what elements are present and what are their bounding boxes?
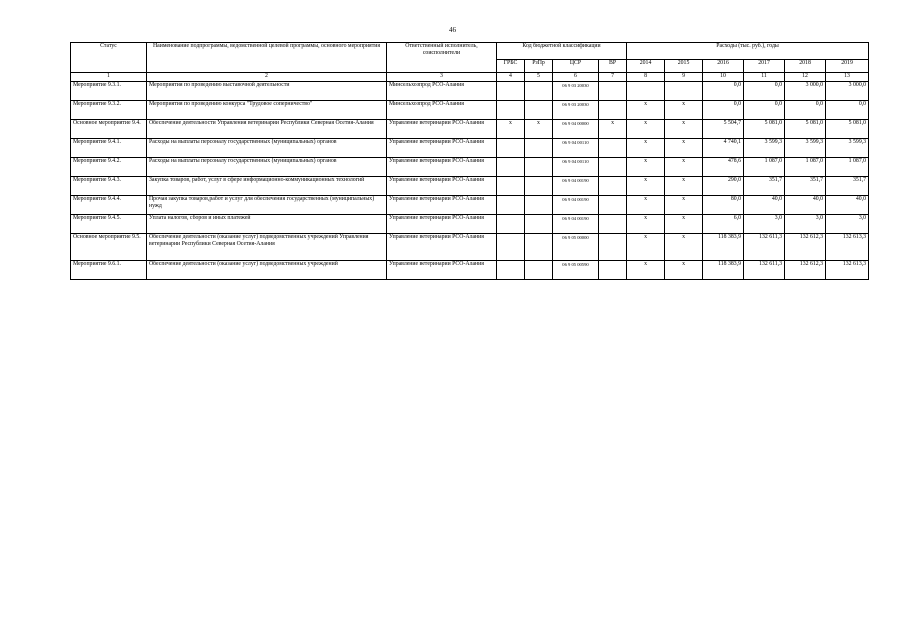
row-name: Расходы на выплаты персоналу государственных (муниципальных) органов xyxy=(147,158,387,177)
row-value-2014 xyxy=(627,82,665,101)
table-row xyxy=(71,120,869,139)
row-name: Закупка товаров, работ, услуг в сфере информационно-коммуникационных технологий xyxy=(147,177,387,196)
header-responsible: Ответственный исполнитель, соисполнители xyxy=(387,43,497,73)
row-status: Основное мероприятие 9.5. xyxy=(71,234,147,261)
row-value-2015: x xyxy=(665,177,703,196)
table-row xyxy=(71,139,869,158)
row-value-2019: 5 081,0 xyxy=(826,120,869,139)
row-csr: 06 9 04 00190 xyxy=(553,177,599,196)
row-value-2017: 1 087,0 xyxy=(744,158,785,177)
row-responsible: Управление ветеринарии РСО-Алания xyxy=(387,158,497,177)
row-value-2015: x xyxy=(665,101,703,120)
row-rzpr xyxy=(525,234,553,261)
row-csr: 06 9 03 20030 xyxy=(553,82,599,101)
row-responsible: Минсельхозпрод РСО-Алания xyxy=(387,82,497,101)
row-vr xyxy=(599,261,627,280)
row-grbs xyxy=(497,234,525,261)
row-status: Мероприятие 9.4.1. xyxy=(71,139,147,158)
row-responsible: Управление ветеринарии РСО-Алания xyxy=(387,234,497,261)
row-value-2014: x xyxy=(627,215,665,234)
row-value-2016: 478,6 xyxy=(703,158,744,177)
row-name: Мероприятия по проведению выставочной деятельности xyxy=(147,82,387,101)
column-number: 3 xyxy=(387,73,497,82)
row-vr xyxy=(599,82,627,101)
row-name: Обеспечение деятельности (оказание услуг) подведомственных учреждений Управления ветеринарии Республики Северная Осетия-Алания xyxy=(147,234,387,261)
header-expenses: Расходы (тыс. руб.), годы xyxy=(627,43,869,60)
header-name: Наименование подпрограммы, ведомственной целевой программы, основного мероприятия xyxy=(147,43,387,73)
row-value-2019: 1 087,0 xyxy=(826,158,869,177)
column-number-row xyxy=(71,73,869,82)
row-name: Обеспечение деятельности Управления ветеринарии Республики Северная Осетия-Алания xyxy=(147,120,387,139)
column-number: 11 xyxy=(744,73,785,82)
row-value-2017: 0,0 xyxy=(744,101,785,120)
row-value-2018: 132 612,3 xyxy=(785,261,826,280)
table-body xyxy=(71,82,869,280)
row-rzpr xyxy=(525,158,553,177)
header-year: 2015 xyxy=(665,60,703,73)
row-rzpr xyxy=(525,139,553,158)
column-number: 7 xyxy=(599,73,627,82)
row-value-2016: 118 383,9 xyxy=(703,234,744,261)
row-value-2016: 118 383,9 xyxy=(703,261,744,280)
row-value-2018: 5 081,0 xyxy=(785,120,826,139)
row-value-2015: x xyxy=(665,120,703,139)
row-value-2015: x xyxy=(665,158,703,177)
row-value-2019: 132 613,3 xyxy=(826,234,869,261)
header-vr: ВР xyxy=(599,60,627,73)
header-year: 2018 xyxy=(785,60,826,73)
row-responsible: Управление ветеринарии РСО-Алания xyxy=(387,215,497,234)
row-value-2015: x xyxy=(665,215,703,234)
row-value-2016: 80,0 xyxy=(703,196,744,215)
row-vr xyxy=(599,234,627,261)
column-number: 2 xyxy=(147,73,387,82)
table-row xyxy=(71,261,869,280)
row-value-2016: 0,0 xyxy=(703,82,744,101)
row-grbs xyxy=(497,261,525,280)
table-row xyxy=(71,101,869,120)
row-vr xyxy=(599,177,627,196)
row-value-2015: x xyxy=(665,139,703,158)
header-year: 2017 xyxy=(744,60,785,73)
column-number: 9 xyxy=(665,73,703,82)
row-value-2014: x xyxy=(627,158,665,177)
header-year: 2019 xyxy=(826,60,869,73)
row-value-2014: x xyxy=(627,261,665,280)
column-number: 4 xyxy=(497,73,525,82)
row-name: Мероприятия по проведению конкурса "Трудовое соперничество" xyxy=(147,101,387,120)
row-value-2016: 6,0 xyxy=(703,215,744,234)
row-vr xyxy=(599,215,627,234)
row-value-2014: x xyxy=(627,101,665,120)
row-status: Мероприятие 9.4.5. xyxy=(71,215,147,234)
row-rzpr xyxy=(525,261,553,280)
table-row xyxy=(71,158,869,177)
row-status: Мероприятие 9.6.1. xyxy=(71,261,147,280)
row-status: Основное мероприятие 9.4. xyxy=(71,120,147,139)
page-number: 46 xyxy=(449,26,456,34)
row-value-2019: 3,0 xyxy=(826,215,869,234)
row-value-2017: 40,0 xyxy=(744,196,785,215)
row-value-2019: 0,0 xyxy=(826,101,869,120)
row-value-2018: 0,0 xyxy=(785,101,826,120)
row-value-2017: 132 611,3 xyxy=(744,234,785,261)
row-csr: 06 9 04 00110 xyxy=(553,158,599,177)
row-status: Мероприятие 9.3.1. xyxy=(71,82,147,101)
row-value-2017: 5 081,0 xyxy=(744,120,785,139)
header-status: Статус xyxy=(71,43,147,73)
row-rzpr xyxy=(525,177,553,196)
column-number: 12 xyxy=(785,73,826,82)
row-grbs xyxy=(497,177,525,196)
row-csr: 06 9 04 00190 xyxy=(553,215,599,234)
row-value-2017: 0,0 xyxy=(744,82,785,101)
row-responsible: Управление ветеринарии РСО-Алания xyxy=(387,139,497,158)
row-responsible: Управление ветеринарии РСО-Алания xyxy=(387,196,497,215)
row-value-2017: 351,7 xyxy=(744,177,785,196)
header-rzpr: РзПр xyxy=(525,60,553,73)
row-responsible: Минсельхозпрод РСО-Алания xyxy=(387,101,497,120)
row-csr: 06 9 04 00000 xyxy=(553,120,599,139)
row-status: Мероприятие 9.4.3. xyxy=(71,177,147,196)
row-rzpr xyxy=(525,82,553,101)
row-vr xyxy=(599,158,627,177)
row-grbs xyxy=(497,101,525,120)
row-grbs xyxy=(497,82,525,101)
row-value-2014: x xyxy=(627,196,665,215)
row-value-2019: 40,0 xyxy=(826,196,869,215)
column-number: 13 xyxy=(826,73,869,82)
row-value-2016: 4 740,1 xyxy=(703,139,744,158)
row-csr: 06 9 04 00190 xyxy=(553,196,599,215)
row-name: Прочая закупка товаров,работ и услуг для обеспечения государственных (муниципальных) нужд xyxy=(147,196,387,215)
row-responsible: Управление ветеринарии РСО-Алания xyxy=(387,120,497,139)
row-value-2014: x xyxy=(627,120,665,139)
row-value-2018: 3 599,3 xyxy=(785,139,826,158)
row-grbs xyxy=(497,196,525,215)
row-value-2018: 132 612,3 xyxy=(785,234,826,261)
row-value-2015 xyxy=(665,82,703,101)
row-value-2016: 5 504,7 xyxy=(703,120,744,139)
row-value-2017: 3,0 xyxy=(744,215,785,234)
column-number: 5 xyxy=(525,73,553,82)
column-number: 1 xyxy=(71,73,147,82)
header-year: 2016 xyxy=(703,60,744,73)
row-grbs xyxy=(497,215,525,234)
row-value-2018: 351,7 xyxy=(785,177,826,196)
row-status: Мероприятие 9.4.4. xyxy=(71,196,147,215)
row-value-2014: x xyxy=(627,139,665,158)
table-row xyxy=(71,234,869,261)
row-value-2015: x xyxy=(665,234,703,261)
row-responsible: Управление ветеринарии РСО-Алания xyxy=(387,177,497,196)
table-row xyxy=(71,82,869,101)
row-value-2019: 132 613,3 xyxy=(826,261,869,280)
row-value-2014: x xyxy=(627,177,665,196)
row-grbs: x xyxy=(497,120,525,139)
table-row xyxy=(71,196,869,215)
row-value-2016: 0,0 xyxy=(703,101,744,120)
column-number: 8 xyxy=(627,73,665,82)
row-grbs xyxy=(497,158,525,177)
row-value-2016: 290,0 xyxy=(703,177,744,196)
table-row xyxy=(71,177,869,196)
row-value-2018: 3,0 xyxy=(785,215,826,234)
row-value-2015: x xyxy=(665,261,703,280)
row-value-2018: 3 000,0 xyxy=(785,82,826,101)
row-vr: x xyxy=(599,120,627,139)
row-value-2019: 3 000,0 xyxy=(826,82,869,101)
header-year: 2014 xyxy=(627,60,665,73)
row-rzpr xyxy=(525,101,553,120)
column-number: 10 xyxy=(703,73,744,82)
header-csr: ЦСР xyxy=(553,60,599,73)
row-vr xyxy=(599,196,627,215)
row-status: Мероприятие 9.4.2. xyxy=(71,158,147,177)
row-grbs xyxy=(497,139,525,158)
row-responsible: Управление ветеринарии РСО-Алания xyxy=(387,261,497,280)
row-value-2017: 132 611,3 xyxy=(744,261,785,280)
row-value-2019: 351,7 xyxy=(826,177,869,196)
row-csr: 06 9 04 00110 xyxy=(553,139,599,158)
row-value-2014: x xyxy=(627,234,665,261)
row-name: Уплата налогов, сборов и иных платежей xyxy=(147,215,387,234)
row-value-2019: 3 599,3 xyxy=(826,139,869,158)
table-row xyxy=(71,215,869,234)
row-name: Расходы на выплаты персоналу государственных (муниципальных) органов xyxy=(147,139,387,158)
row-value-2018: 40,0 xyxy=(785,196,826,215)
column-number: 6 xyxy=(553,73,599,82)
row-value-2015: x xyxy=(665,196,703,215)
row-csr: 06 9 05 00590 xyxy=(553,261,599,280)
row-rzpr: x xyxy=(525,120,553,139)
row-value-2018: 1 087,0 xyxy=(785,158,826,177)
header-grbs: ГРБС xyxy=(497,60,525,73)
budget-table xyxy=(70,42,869,280)
row-rzpr xyxy=(525,196,553,215)
row-csr: 06 9 03 20030 xyxy=(553,101,599,120)
row-vr xyxy=(599,101,627,120)
row-rzpr xyxy=(525,215,553,234)
row-status: Мероприятие 9.3.2. xyxy=(71,101,147,120)
row-name: Обеспечение деятельности (оказание услуг) подведомственных учреждений xyxy=(147,261,387,280)
header-budget-code: Код бюджетной классификации xyxy=(497,43,627,60)
row-vr xyxy=(599,139,627,158)
table-header xyxy=(71,43,869,82)
row-csr: 06 9 05 00000 xyxy=(553,234,599,261)
row-value-2017: 3 599,3 xyxy=(744,139,785,158)
